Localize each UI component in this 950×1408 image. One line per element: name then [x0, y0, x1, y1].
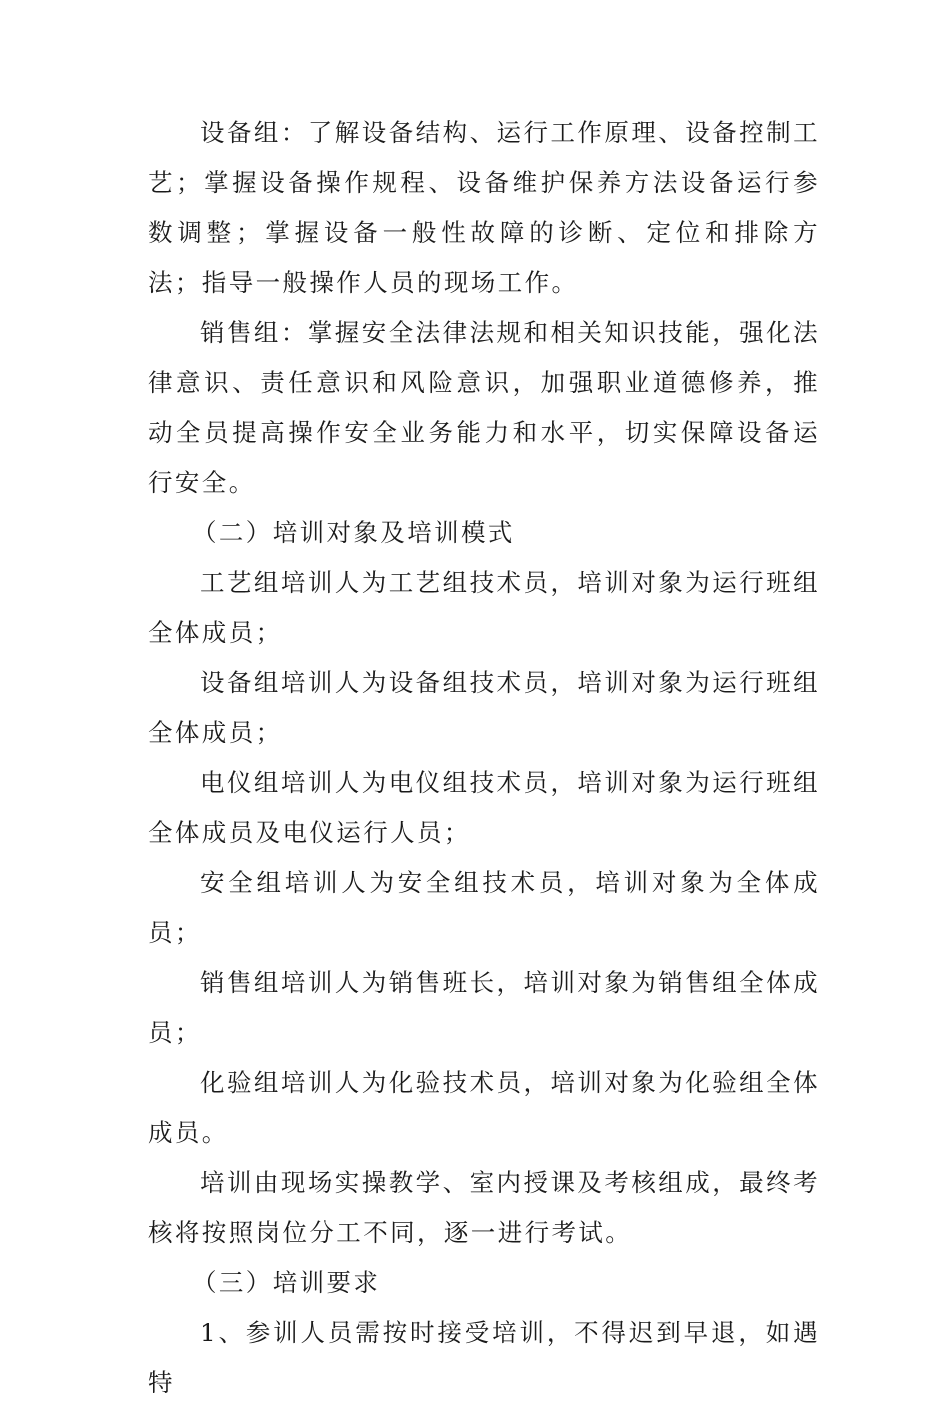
paragraph-safety-group-training: 安全组培训人为安全组技术员，培训对象为全体成员； — [148, 868, 820, 947]
paragraph-requirement-1: 1、参训人员需按时接受培训，不得迟到早退，如遇特 — [148, 1318, 820, 1397]
paragraph-training-composition: 培训由现场实操教学、室内授课及考核组成，最终考核将按照岗位分工不同，逐一进行考试。 — [148, 1168, 820, 1247]
paragraph-equipment-group: 设备组：了解设备结构、运行工作原理、设备控制工艺；掌握设备操作规程、设备维护保养方法设备运行参数调整；掌握设备一般性故障的诊断、定位和排除方法；指导一般操作人员的现场工作。 — [148, 118, 820, 297]
section-heading-training-targets: （二）培训对象及培训模式 — [192, 518, 515, 547]
paragraph-process-group-training: 工艺组培训人为工艺组技术员，培训对象为运行班组全体成员； — [148, 568, 820, 647]
paragraph-equipment-group-training: 设备组培训人为设备组技术员，培训对象为运行班组全体成员； — [148, 668, 820, 747]
paragraph-sales-group-training: 销售组培训人为销售班长，培训对象为销售组全体成员； — [148, 968, 820, 1047]
section-heading-training-requirements: （三）培训要求 — [192, 1268, 381, 1297]
paragraph-electrical-group-training: 电仪组培训人为电仪组技术员，培训对象为运行班组全体成员及电仪运行人员； — [148, 768, 820, 847]
paragraph-sales-group: 销售组：掌握安全法律法规和相关知识技能，强化法律意识、责任意识和风险意识，加强职业道德修养，推动全员提高操作安全业务能力和水平，切实保障设备运行安全。 — [148, 318, 820, 497]
paragraph-lab-group-training: 化验组培训人为化验技术员，培训对象为化验组全体成员。 — [148, 1068, 820, 1147]
document-body — [148, 108, 820, 1408]
